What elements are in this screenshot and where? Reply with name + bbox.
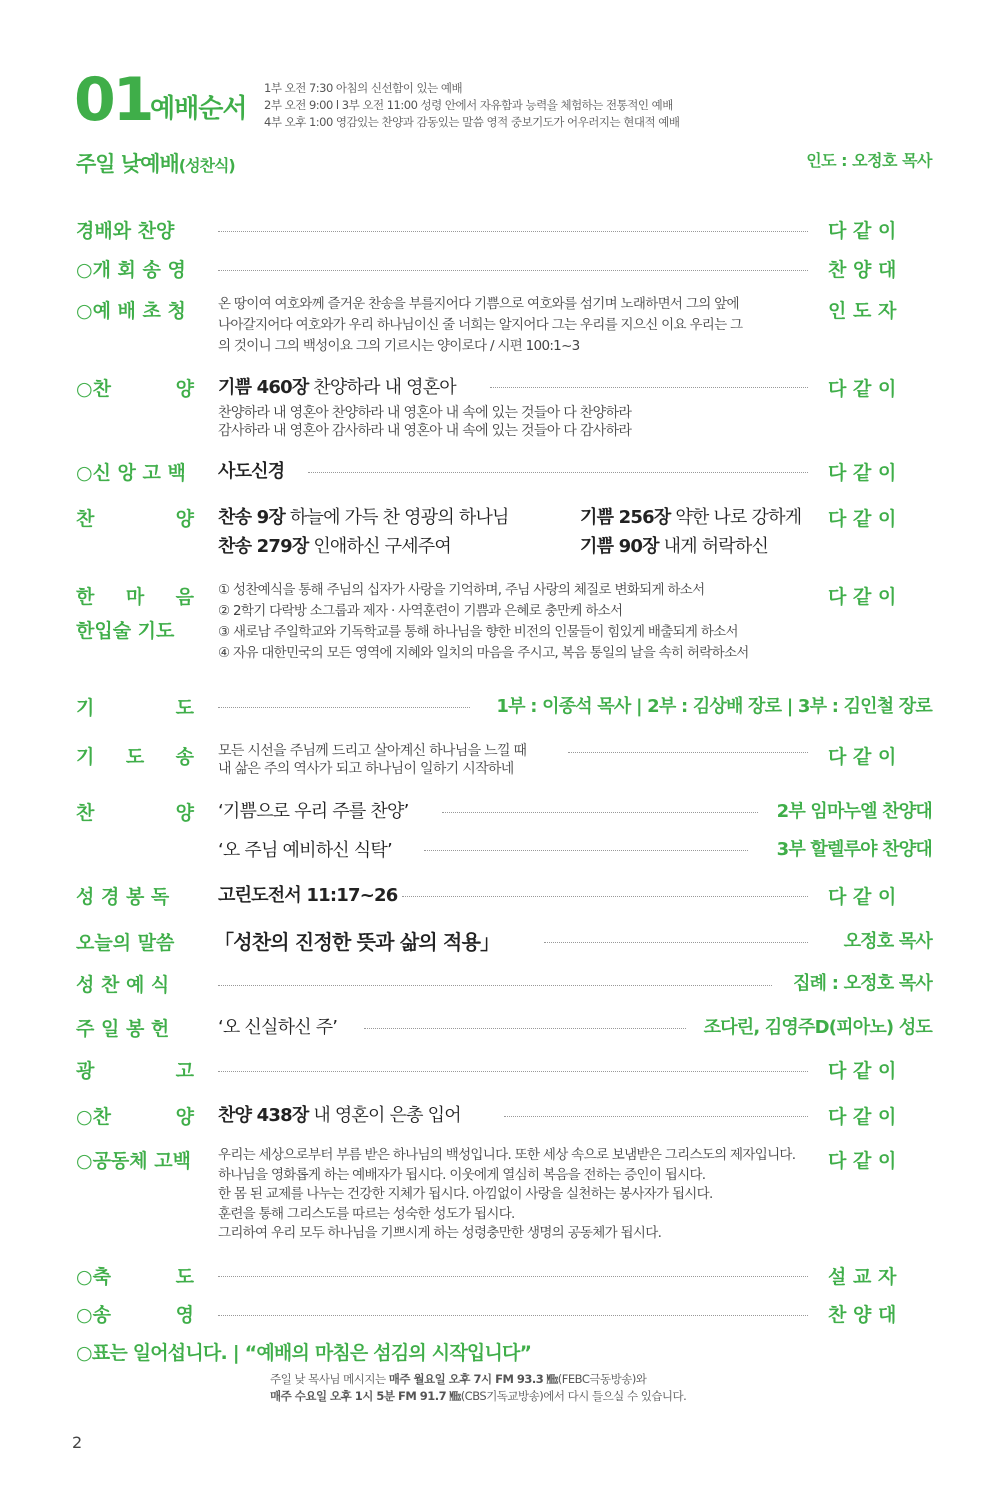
footer-motto: ○표는 일어섭니다. | “예배의 마침은 섬김의 시작입니다” xyxy=(76,1342,532,1364)
worship-subtitle: 주일 낮예배(성찬식) xyxy=(76,152,235,176)
row-right-all: 다 같 이 xyxy=(828,220,897,242)
sermon-preacher: 오정호 목사 xyxy=(843,931,932,952)
page-number: 2 xyxy=(72,1433,83,1452)
offering-song: ‘오 신실하신 주’ xyxy=(218,1017,338,1038)
row-label-hymn: ○찬 양 xyxy=(76,378,194,400)
dotted-leader xyxy=(490,387,808,388)
dotted-leader xyxy=(544,942,808,943)
row-label-call-to-worship: ○예 배 초 청 xyxy=(76,300,186,322)
hymn-1: 찬송 9장 하늘에 가득 찬 영광의 하나님 xyxy=(218,507,509,528)
hymn-4: 기쁨 90장 내게 허락하신 xyxy=(580,536,769,557)
anthem-choir-2: 3부 할렐루야 찬양대 xyxy=(776,839,932,860)
service-time-2: 2부 오전 9:00 l 3부 오전 11:00 성령 안에서 자유함과 능력을 체험하는 전통적인 예배 xyxy=(264,98,673,112)
dotted-leader xyxy=(568,752,808,753)
broadcast-note-2: 매주 수요일 오후 1시 5분 FM 91.7 ㎒(CBS기독교방송)에서 다시 들으실 수 있습니다. xyxy=(270,1389,687,1403)
call-to-worship-text: 온 땅이여 여호와께 즐거운 찬송을 부를지어다 기쁨으로 여호와를 섬기며 노래하면서 그의 앞에 나아갈지어다 여호와가 우리 하나님이신 줄 너희는 알지어다 그는 우리를 지으신 이요 우리는 그 의 것이니 그의 백성이요 그의 기르시는 양이로다 / 시편 100:1~3 xyxy=(218,296,743,354)
closing-hymn-title: 찬양 438장 내 영혼이 은총 입어 xyxy=(218,1105,461,1126)
dotted-leader xyxy=(364,1028,686,1029)
row-label-hymns: 찬 양 xyxy=(76,508,194,530)
row-right-all: 다 같 이 xyxy=(828,378,897,400)
prayer-topics: ① 성찬예식을 통해 주님의 십자가 사랑을 기억하며, 주님 사랑의 체질로 변화되게 하소서 ② 2학기 다락방 소그룹과 제자 · 사역훈련이 기쁨과 은혜로 충만케 하소서 ③ 새로남 주일학교와 기독학교를 통해 하나님을 향한 비전의 인물들이 힘있게 배출되게 하소서 ④ 자유 대한민국의 모든 영역에 지혜와 일치의 마음을 주시고, 복음 통일의 날을 속히 허락하소서 xyxy=(218,582,749,661)
service-time-1: 1부 오전 7:30 아침의 신선함이 있는 예배 xyxy=(264,81,463,95)
row-right-all: 다 같 이 xyxy=(828,886,897,908)
worship-leader: 인도 : 오정호 목사 xyxy=(806,151,932,170)
dotted-leader xyxy=(218,985,772,986)
prayer-leaders: 1부 : 이종석 목사 | 2부 : 김상배 장로 | 3부 : 김인철 장로 xyxy=(496,696,932,717)
row-label-doxology: ○송 영 xyxy=(76,1304,194,1326)
hymn-lyrics: 찬양하라 내 영혼아 찬양하라 내 영혼아 내 속에 있는 것들아 다 찬양하라 감사하라 내 영혼아 감사하라 내 영혼아 내 속에 있는 것들아 다 감사하라 xyxy=(218,405,632,439)
row-label-scripture: 성 경 봉 독 xyxy=(76,886,170,908)
dotted-leader xyxy=(402,896,808,897)
row-label-unified-prayer: 한 마 음 xyxy=(76,586,194,608)
row-label-communion: 성 찬 예 식 xyxy=(76,974,170,996)
row-label-closing-hymn: ○찬 양 xyxy=(76,1106,194,1128)
row-right-choir: 찬 양 대 xyxy=(828,259,897,281)
anthem-1: ‘기쁨으로 우리 주를 찬양’ xyxy=(218,801,409,822)
broadcast-note-1: 주일 낮 목사님 메시지는 매주 월요일 오후 7시 FM 93.3 ㎒(FEBC극동방송)와 xyxy=(270,1372,647,1386)
creed-title: 사도신경 xyxy=(218,461,285,482)
row-label-unified-prayer-2: 한입술 기도 xyxy=(76,620,175,642)
row-right-all: 다 같 이 xyxy=(828,746,897,768)
hymn-title: 기쁨 460장 찬양하라 내 영혼아 xyxy=(218,377,456,398)
anthem-choir-1: 2부 임마누엘 찬양대 xyxy=(776,801,932,822)
dotted-leader xyxy=(218,1071,808,1072)
row-right-choir: 찬 양 대 xyxy=(828,1304,897,1326)
row-label-opening-hymn: ○개 회 송 영 xyxy=(76,259,186,281)
section-title: 예배순서 xyxy=(150,94,247,124)
dotted-leader xyxy=(442,812,758,813)
row-label-sermon: 오늘의 말씀 xyxy=(76,932,175,954)
offering-performers: 조다린, 김영주D(피아노) 성도 xyxy=(703,1017,932,1038)
section-number: 01 xyxy=(74,65,152,135)
scripture-reference: 고린도전서 11:17~26 xyxy=(218,885,398,906)
dotted-leader xyxy=(424,850,748,851)
dotted-leader xyxy=(504,1116,808,1117)
dotted-leader xyxy=(218,707,470,708)
row-right-leader: 인 도 자 xyxy=(828,300,897,322)
sermon-title: 「성찬의 진정한 뜻과 삶의 적용」 xyxy=(214,930,500,954)
row-right-all: 다 같 이 xyxy=(828,586,897,608)
row-label-praise-worship: 경배와 찬양 xyxy=(76,220,175,242)
row-right-all: 다 같 이 xyxy=(828,1060,897,1082)
row-label-benediction: ○축 도 xyxy=(76,1266,194,1288)
row-right-all: 다 같 이 xyxy=(828,1150,897,1172)
row-label-offering: 주 일 봉 헌 xyxy=(76,1018,170,1040)
communion-officiant: 집례 : 오정호 목사 xyxy=(793,973,932,994)
row-right-preacher: 설 교 자 xyxy=(828,1266,897,1288)
row-label-community-confession: ○공동체 고백 xyxy=(76,1150,191,1172)
hymn-2: 찬송 279장 인애하신 구세주여 xyxy=(218,536,451,557)
hymn-3: 기쁨 256장 약한 나로 강하게 xyxy=(580,507,802,528)
row-label-announcements: 광 고 xyxy=(76,1060,194,1082)
dotted-leader xyxy=(308,472,808,473)
row-label-prayer-hymn: 기 도 송 xyxy=(76,746,194,768)
service-time-3: 4부 오후 1:00 영감있는 찬양과 감동있는 말씀 영적 중보기도가 어우러지는 현대적 예배 xyxy=(264,115,680,129)
row-right-all: 다 같 이 xyxy=(828,1106,897,1128)
row-label-prayer: 기 도 xyxy=(76,697,194,719)
row-right-all: 다 같 이 xyxy=(828,462,897,484)
row-label-choir-anthem: 찬 양 xyxy=(76,802,194,824)
dotted-leader xyxy=(218,270,808,271)
dotted-leader xyxy=(218,231,808,232)
community-confession-text: 우리는 세상으로부터 부름 받은 하나님의 백성입니다. 또한 세상 속으로 보냄받은 그리스도의 제자입니다. 하나님을 영화롭게 하는 예배자가 됩시다. 이웃에게 열심히 복음을 전하는 증인이 됩시다. 한 몸 된 교제를 나누는 건강한 지체가 됩시다. 아낌없이 사랑을 실천하는 봉사자가 됩시다. 훈련을 통해 그리스도를 따르는 성숙한 성도가 됩시다. 그리하여 우리 모두 하나님을 기쁘시게 하는 성령충만한 생명의 공동체가 됩시다. xyxy=(218,1147,796,1241)
dotted-leader xyxy=(218,1276,808,1277)
dotted-leader xyxy=(218,1315,808,1316)
row-right-all: 다 같 이 xyxy=(828,508,897,530)
prayer-hymn-lyrics: 모든 시선을 주님께 드리고 살아계신 하나님을 느낄 때 내 삶은 주의 역사가 되고 하나님이 일하기 시작하네 xyxy=(218,743,527,777)
anthem-2: ‘오 주님 예비하신 식탁’ xyxy=(218,840,392,861)
row-label-creed: ○신 앙 고 백 xyxy=(76,462,186,484)
